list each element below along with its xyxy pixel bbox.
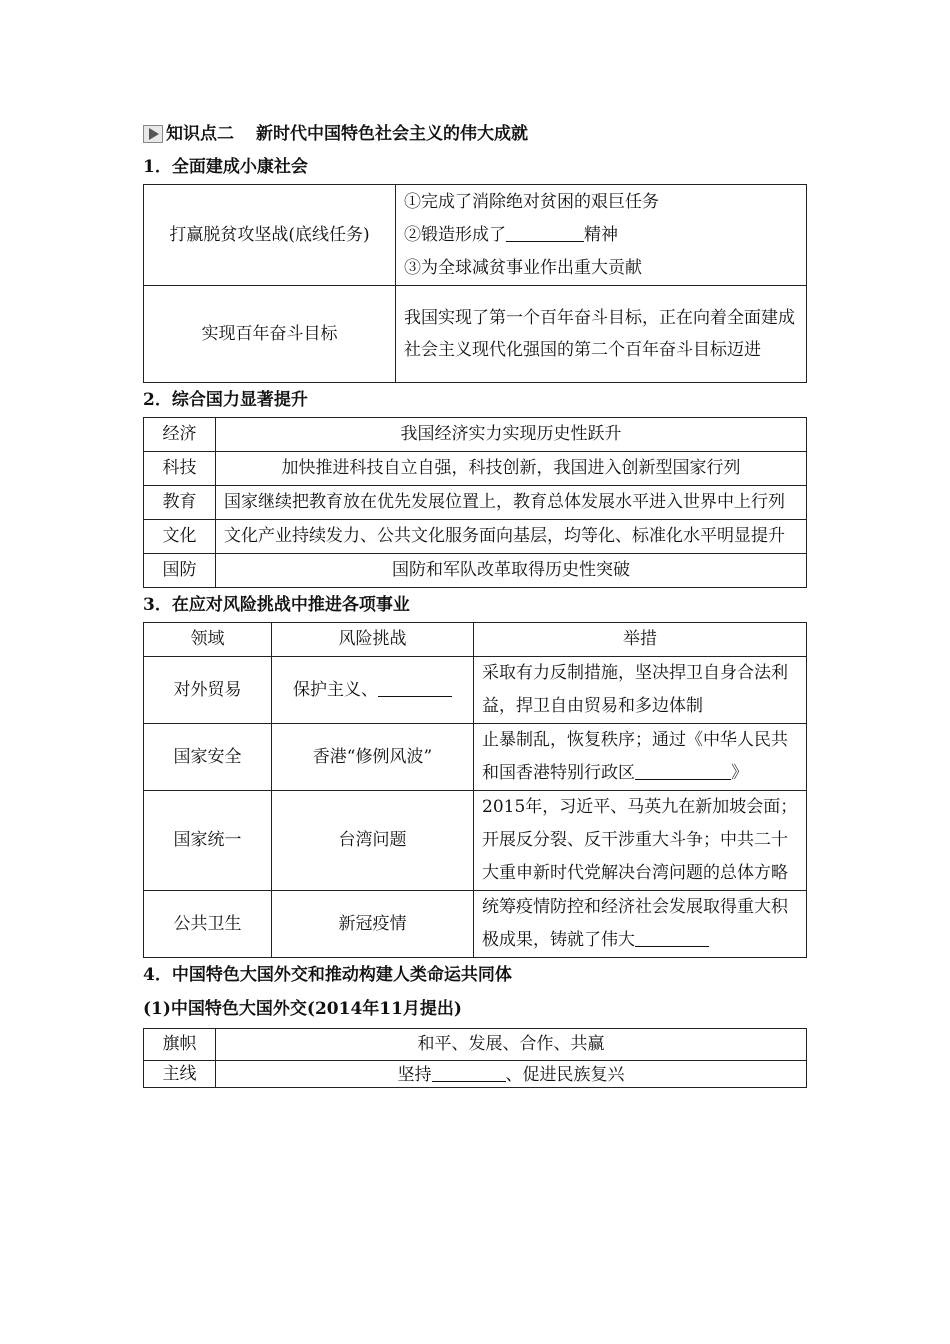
measure-cell: 统筹疫情防控和经济社会发展取得重大积极成果，铸就了伟大 <box>474 891 807 958</box>
table-row <box>144 520 807 554</box>
field-cell: 国家统一 <box>144 791 272 891</box>
row-content: ①完成了消除绝对贫困的艰巨任务 ②锻造形成了 精神 ③为全球减贫事业作出重大贡献 <box>396 185 807 286</box>
risk-cell: 台湾问题 <box>272 791 474 891</box>
play-triangle-icon <box>143 125 163 143</box>
row-content: 坚持 、促进民族复兴 <box>216 1061 807 1088</box>
row-label: 经济 <box>144 418 216 452</box>
risk-cell: 新冠疫情 <box>272 891 474 958</box>
table-header-row <box>144 623 807 657</box>
column-header: 风险挑战 <box>272 623 474 657</box>
risk-cell: 保护主义、 <box>272 657 474 724</box>
table-row <box>144 418 807 452</box>
row-label: 科技 <box>144 452 216 486</box>
table-row <box>144 452 807 486</box>
section-3-heading: 3．在应对风险挑战中推进各项事业 <box>143 595 410 615</box>
row-content: 和平、发展、合作、共赢 <box>216 1029 807 1061</box>
row-content: 我国实现了第一个百年奋斗目标，正在向着全面建成社会主义现代化强国的第二个百年奋斗目标迈进 <box>396 286 807 383</box>
section-1-heading: 1．全面建成小康社会 <box>143 157 308 177</box>
table-row <box>144 1029 807 1061</box>
section-3-table <box>143 622 807 958</box>
fill-in-blank[interactable] <box>635 926 709 947</box>
field-cell: 国家安全 <box>144 724 272 791</box>
knowledge-point-prefix: 知识点二 <box>166 124 234 144</box>
section-2-table <box>143 417 807 588</box>
row-content: 我国经济实力实现历史性跃升 <box>216 418 807 452</box>
row-label: 主线 <box>144 1061 216 1088</box>
fill-in-blank-continued[interactable] <box>721 759 731 780</box>
document-page <box>143 118 807 1088</box>
table-row <box>144 1061 807 1088</box>
knowledge-point-text: 新时代中国特色社会主义的伟大成就 <box>256 124 528 144</box>
row-label: 实现百年奋斗目标 <box>144 286 396 383</box>
section-4-table <box>143 1028 807 1088</box>
table-row <box>144 657 807 724</box>
fill-in-blank[interactable] <box>378 676 452 697</box>
table-row <box>144 486 807 520</box>
table-row <box>144 791 807 891</box>
section-4-subheading: (1)中国特色大国外交(2014年11月提出) <box>143 998 462 1019</box>
measure-cell: 止暴制乱，恢复秩序；通过《中华人民共和国香港特别行政区 》 <box>474 724 807 791</box>
section-2-heading: 2．综合国力显著提升 <box>143 390 308 410</box>
row-label: 打赢脱贫攻坚战(底线任务) <box>144 185 396 286</box>
measure-cell: 采取有力反制措施，坚决捍卫自身合法利益，捍卫自由贸易和多边体制 <box>474 657 807 724</box>
risk-cell: 香港“修例风波” <box>272 724 474 791</box>
section-4-heading: 4．中国特色大国外交和推动构建人类命运共同体 <box>143 965 512 985</box>
table-row <box>144 891 807 958</box>
table-row <box>144 286 807 383</box>
row-content: 国家继续把教育放在优先发展位置上，教育总体发展水平进入世界中上行列 <box>216 486 807 520</box>
row-content: 国防和军队改革取得历史性突破 <box>216 554 807 588</box>
section-1-table <box>143 184 807 383</box>
field-cell: 公共卫生 <box>144 891 272 958</box>
fill-in-blank[interactable] <box>432 1061 506 1082</box>
column-header: 领域 <box>144 623 272 657</box>
table-row <box>144 724 807 791</box>
row-label: 国防 <box>144 554 216 588</box>
fill-in-blank[interactable] <box>506 221 584 242</box>
row-content: 文化产业持续发力、公共文化服务面向基层，均等化、标准化水平明显提升 <box>216 520 807 554</box>
table-row <box>144 554 807 588</box>
column-header: 举措 <box>474 623 807 657</box>
row-label: 文化 <box>144 520 216 554</box>
measure-cell: 2015年，习近平、马英九在新加坡会面；开展反分裂、反干涉重大斗争；中共二十大重申新时代党解决台湾问题的总体方略 <box>474 791 807 891</box>
table-row <box>144 185 807 286</box>
row-content: 加快推进科技自立自强，科技创新，我国进入创新型国家行列 <box>216 452 807 486</box>
knowledge-point-title <box>143 118 807 150</box>
row-label: 旗帜 <box>144 1029 216 1061</box>
field-cell: 对外贸易 <box>144 657 272 724</box>
row-label: 教育 <box>144 486 216 520</box>
fill-in-blank[interactable] <box>635 759 721 780</box>
